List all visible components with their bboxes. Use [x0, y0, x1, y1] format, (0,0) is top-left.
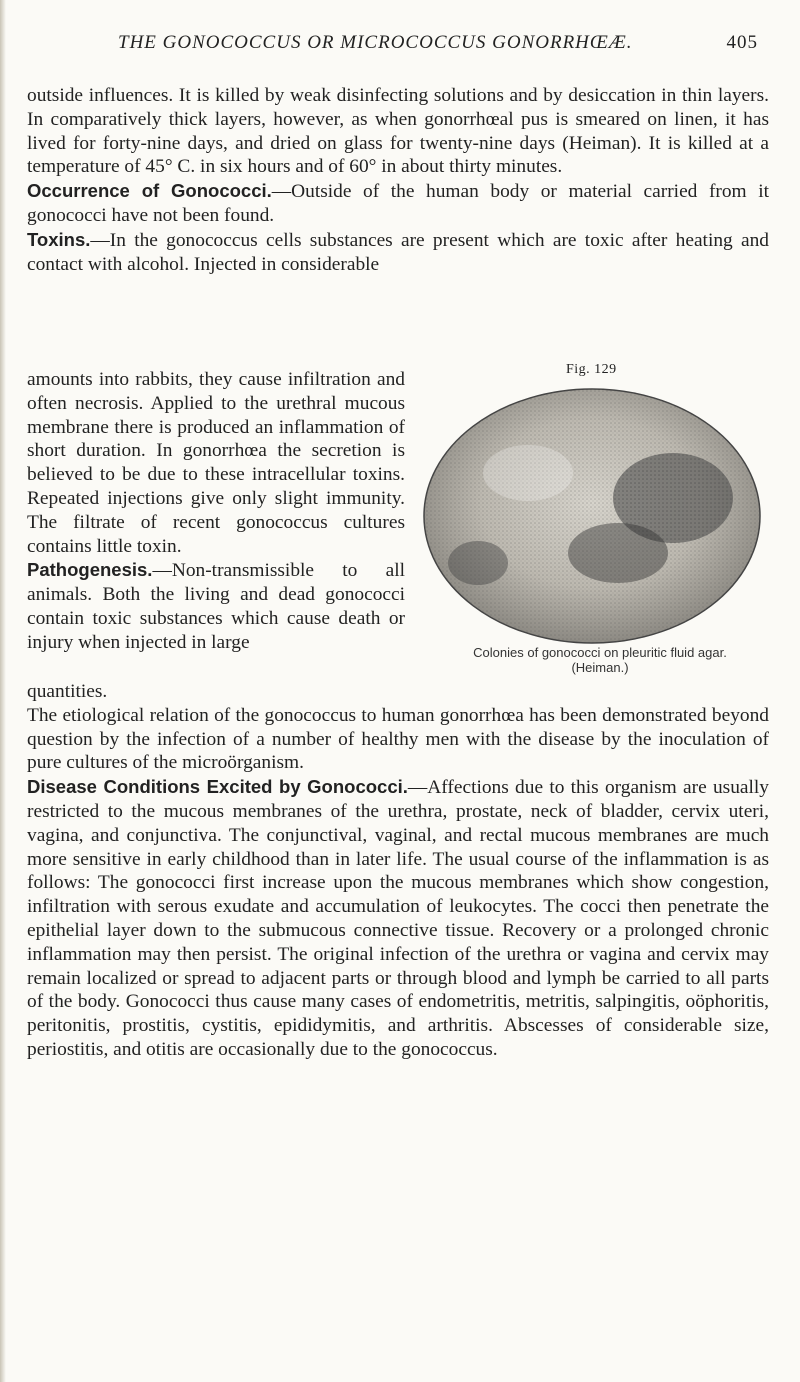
running-title: THE GONOCOCCUS OR MICROCOCCUS GONORRHŒÆ. — [118, 32, 633, 53]
page-binding-edge — [0, 0, 6, 1382]
wrapped-text-column — [27, 368, 405, 655]
heading-occurrence: Occurrence of Gonococci. — [27, 180, 272, 202]
disease-conditions-text: —Affections due to this organism are usually restricted to the mucous membranes of the urethra, prostate, neck of bladder, cervix uteri, vagina, and conjunctiva. The conjunctival, vaginal, and rectal mucous membranes are much more sensitive in early childhood than in later life. The usual course of the inflammation is as follows: The gonococci first increase upon the mucous membranes which show congestion, infiltration with serous exudate and accumulation of leukocytes. The cocci then penetrate the epithelial layer down to the submucous connective tissue. Recovery or a prolonged chronic inflammation may then persist. The original infection of the urethra or vagina and cervix may remain localized or spread to adjacent parts or through blood and lymph be carried to all parts of the body. Gonococci thus cause many cases of endometritis, metritis, salpingitis, oöphoritis, peritonitis, prostitis, cystitis, epididymitis, and arthritis. Abscesses of considerable size, periostitis, and otitis are occasionally due to the gonococcus. — [27, 777, 769, 1060]
paragraph-etiology: The etiological relation of the gonococcus to human gonorrhœa has been demonstrated beyond question by the infection of a number of healthy men with the disease by the inoculation of pure cultures of the microörganism. — [27, 704, 769, 774]
page-number: 405 — [726, 32, 758, 53]
figure-label: Fig. 129 — [566, 362, 617, 377]
petri-dish-illustration — [418, 378, 766, 648]
paragraph-toxins — [27, 228, 769, 277]
colony-cluster-left — [448, 541, 508, 585]
toxins-text: —In the gonococcus cells substances are present which are toxic after heating and contact with alcohol. Injected in considerable — [27, 229, 769, 275]
dish-highlight — [483, 445, 573, 501]
paragraph-desiccation: outside influences. It is killed by weak disinfecting solutions and by desiccation in thin layers. In comparatively thick layers, however, as when gonorrhœal pus is smeared on linen, it has lived for forty-nine days, and dried on glass for twenty-nine days (Heiman). It is killed at a temperature of 45° C. in six hours and of 60° in about thirty minutes. — [27, 85, 769, 178]
pathogenesis-text: —Non-transmissible to all animals. Both the living and dead gonococci contain toxic substances which cause death or injury when injected in large — [27, 560, 405, 653]
figure-petri-dish — [418, 378, 766, 678]
heading-toxins: Toxins. — [27, 228, 91, 250]
body-text-block — [27, 680, 769, 1062]
colony-cluster-center — [568, 523, 668, 583]
quantities-line: quantities. — [27, 681, 108, 702]
occurrence-text: —Outside of the human body or material carried from it gonococci have not been found. — [27, 181, 769, 226]
figure-caption — [420, 645, 780, 675]
caption-credit: (Heiman.) — [571, 660, 629, 675]
heading-pathogenesis: Pathogenesis. — [27, 559, 153, 581]
paragraph-disease-conditions — [27, 775, 769, 1062]
toxins-continuation: amounts into rabbits, they cause infiltration and often necrosis. Applied to the urethral mucous membrane there is produced an inflammation of short duration. In gonorrhœa the secretion is believed to be due to these intracellular toxins. Repeated injections give only slight immunity. The filtrate of recent gonococcus cultures contains little toxin. — [27, 369, 405, 557]
intro-text-block — [27, 84, 769, 276]
paragraph-pathogenesis — [27, 558, 405, 654]
heading-disease-conditions: Disease Conditions Excited by Gonococci. — [27, 776, 408, 798]
caption-line-1: Colonies of gonococci on pleuritic fluid agar. — [473, 645, 727, 660]
running-header — [118, 32, 758, 62]
paragraph-occurrence — [27, 179, 769, 228]
